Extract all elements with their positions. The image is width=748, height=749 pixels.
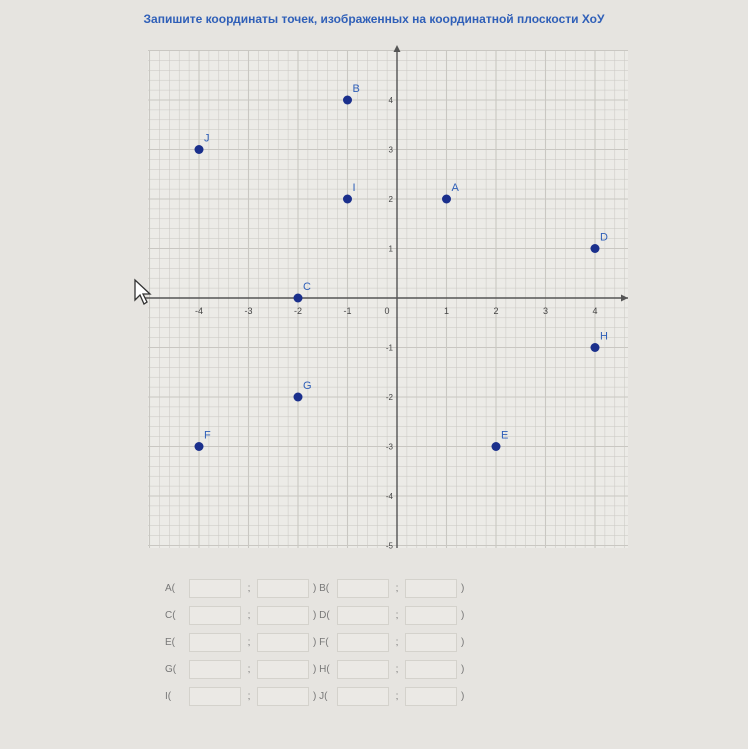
point-i [343,195,352,204]
close-paren: ) [461,583,465,594]
input-d-y[interactable] [405,606,457,625]
y-axis-arrow [394,45,401,52]
answer-row-gh [165,656,471,683]
close-paren: ) [461,610,465,621]
close-paren: ) [461,664,465,675]
label-h: ) H( [313,664,330,675]
close-paren: ) [461,637,465,648]
y-tick-label: -5 [385,541,393,551]
label-a: A( [165,583,175,594]
y-tick-label: 1 [388,244,393,254]
y-tick-label: 2 [388,195,393,204]
y-tick-label: 3 [388,145,393,155]
label-i: I( [165,691,172,702]
separator: ; [395,664,399,675]
y-tick-label: 4 [388,96,393,105]
input-a-y[interactable] [257,579,309,598]
point-e [492,442,501,451]
separator: ; [247,691,251,702]
point-j [195,145,204,154]
mouse-pointer-icon [133,278,153,308]
point-f [195,442,204,451]
separator: ; [395,691,399,702]
input-f-x[interactable] [337,633,389,652]
x-tick-label: -1 [343,306,352,316]
input-b-y[interactable] [405,579,457,598]
label-d: ) D( [313,610,330,621]
input-c-y[interactable] [257,606,309,625]
label-c: C( [165,610,176,621]
plot-background [148,50,628,548]
input-d-x[interactable] [337,606,389,625]
point-label-j: J [204,132,210,145]
input-i-y[interactable] [257,687,309,706]
y-tick-label: -2 [385,393,393,402]
input-a-x[interactable] [189,579,241,598]
input-g-y[interactable] [257,660,309,679]
label-g: G( [165,664,177,675]
input-h-y[interactable] [405,660,457,679]
input-j-x[interactable] [337,687,389,706]
input-g-x[interactable] [189,660,241,679]
label-e: E( [165,637,175,648]
point-label-d: D [600,231,608,244]
x-tick-label: 0 [384,306,390,316]
point-label-i: I [352,182,356,194]
x-tick-label: -2 [293,306,303,316]
page-title: Запишите координаты точек, изображенных на координатной плоскости ХоУ [143,12,605,26]
point-a [442,195,451,204]
point-d [591,244,600,253]
point-g [294,393,303,402]
separator: ; [395,583,399,594]
x-tick-label: -3 [244,306,253,316]
separator: ; [247,637,251,648]
point-label-c: C [303,281,311,293]
point-c [294,294,303,303]
input-e-x[interactable] [189,633,241,652]
x-tick-label: 2 [493,306,499,316]
point-label-e: E [501,429,509,442]
point-label-b: B [352,83,360,95]
point-h [591,343,600,352]
input-e-y[interactable] [257,633,309,652]
answer-row-cd [165,602,471,629]
y-tick-label: -3 [385,442,393,452]
input-j-y[interactable] [405,687,457,706]
answer-row-ef [165,629,471,656]
close-paren: ) [461,691,465,702]
separator: ; [395,637,399,648]
label-j: ) J( [313,691,328,702]
input-b-x[interactable] [337,579,389,598]
input-f-y[interactable] [405,633,457,652]
label-b: ) B( [313,583,330,594]
input-i-x[interactable] [189,687,241,706]
separator: ; [247,664,251,675]
point-label-f: F [204,429,211,442]
point-label-h: H [600,330,608,343]
x-tick-label: 4 [592,306,598,316]
x-tick-label: -4 [194,306,204,316]
label-f: ) F( [313,637,329,648]
separator: ; [247,610,251,621]
answer-row-ab [165,575,471,602]
x-tick-label: 1 [443,306,450,316]
y-tick-label: -1 [385,343,393,353]
point-b [343,96,352,105]
input-h-x[interactable] [337,660,389,679]
separator: ; [395,610,399,621]
x-tick-label: 3 [542,306,549,316]
point-label-a: A [451,182,459,194]
input-c-x[interactable] [189,606,241,625]
point-label-g: G [303,380,312,392]
y-tick-label: -4 [385,492,393,501]
answer-fields [165,575,471,710]
separator: ; [247,583,251,594]
answer-row-ij [165,683,471,710]
